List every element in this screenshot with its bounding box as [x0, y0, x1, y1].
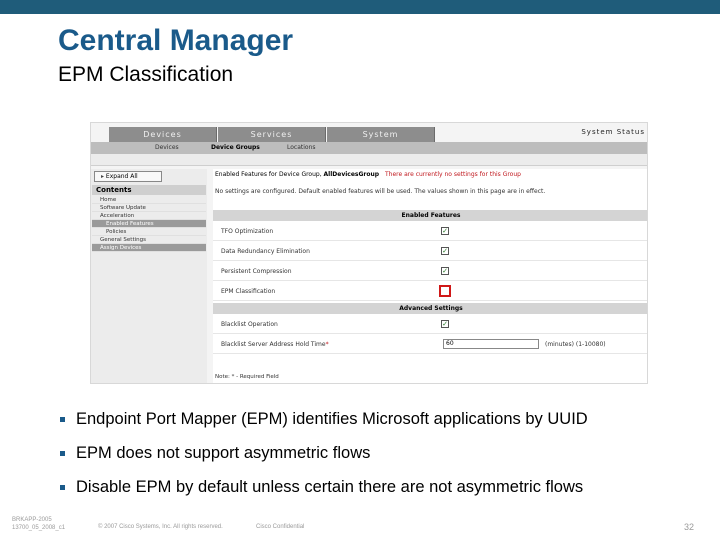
expand-all-label: Expand All	[105, 173, 138, 180]
header-bar	[0, 0, 720, 14]
tab-devices[interactable]: Devices	[109, 127, 217, 142]
epm-checkbox[interactable]	[439, 285, 451, 297]
slide-title: Central Manager	[58, 24, 294, 57]
bullet-marker	[60, 451, 65, 456]
feature-label-dre: Data Redundancy Elimination	[221, 248, 310, 255]
sidebar-item-assign-devices[interactable]: Assign Devices	[92, 244, 206, 252]
screenshot-panel	[90, 122, 648, 384]
bullet-marker	[60, 417, 65, 422]
copyright: © 2007 Cisco Systems, Inc. All rights reserved.	[98, 524, 223, 530]
feature-row-tfo	[213, 222, 648, 241]
subnav-device-groups[interactable]: Device Groups	[211, 144, 260, 151]
tfo-checkbox[interactable]: ✓	[442, 227, 448, 235]
main-content	[213, 169, 648, 384]
subnav-devices[interactable]: Devices	[155, 144, 179, 151]
session-id-line-1: BRKAPP-2005	[12, 517, 52, 523]
session-id-line-2: 13700_05_2008_c1	[12, 525, 66, 531]
bullet-item	[58, 444, 698, 478]
tab-system[interactable]: System	[327, 127, 435, 142]
hold-time-input[interactable]: 60	[443, 339, 539, 349]
bullet-marker	[60, 485, 65, 490]
bullet-text: EPM does not support asymmetric flows	[76, 444, 371, 462]
toolbar-strip	[91, 154, 648, 166]
compression-checkbox[interactable]: ✓	[442, 267, 448, 275]
blacklist-row	[213, 315, 648, 334]
hold-time-label	[221, 341, 329, 348]
bullet-item	[58, 478, 698, 512]
top-tabs	[91, 127, 648, 142]
defaults-note: No settings are configured. Default enabled features will be used. The values shown in this page are in effect.	[215, 188, 546, 195]
no-settings-warning: There are currently no settings for this Group	[385, 171, 521, 178]
expand-all-button[interactable]	[94, 171, 162, 182]
content-header	[215, 171, 379, 178]
content-header-prefix: Enabled Features for Device Group,	[215, 171, 324, 178]
page-number: 32	[684, 522, 695, 532]
bullet-text: Endpoint Port Mapper (EPM) identifies Microsoft applications by UUID	[76, 410, 588, 428]
bullet-text: Disable EPM by default unless certain there are not asymmetric flows	[76, 478, 584, 496]
sidebar-item-home[interactable]: Home	[92, 196, 206, 204]
feature-label-epm: EPM Classification	[221, 288, 276, 295]
sidebar-item-acceleration[interactable]: Acceleration	[92, 212, 206, 220]
feature-row-epm	[213, 282, 648, 301]
hold-time-unit: (minutes) (1-10080)	[545, 341, 606, 348]
sidebar-tree	[92, 196, 206, 252]
dre-checkbox[interactable]: ✓	[442, 247, 448, 255]
feature-row-dre	[213, 242, 648, 261]
hold-time-label-text: Blacklist Server Address Hold Time	[221, 341, 326, 348]
sidebar-item-software-update[interactable]: Software Update	[92, 204, 206, 212]
session-id	[12, 516, 65, 532]
sidebar-item-policies[interactable]: Policies	[92, 228, 206, 236]
advanced-settings-heading: Advanced Settings	[213, 303, 648, 314]
sidebar-item-enabled-features[interactable]: Enabled Features	[92, 220, 206, 228]
device-group-name: AllDevicesGroup	[323, 171, 380, 178]
sub-navigation	[91, 142, 648, 154]
subnav-locations[interactable]: Locations	[287, 144, 316, 151]
slide-subtitle: EPM Classification	[58, 63, 234, 86]
sidebar-item-general-settings[interactable]: General Settings	[92, 236, 206, 244]
blacklist-checkbox[interactable]: ✓	[442, 320, 448, 328]
blacklist-label: Blacklist Operation	[221, 321, 278, 328]
expand-icon: ▸	[101, 173, 106, 180]
feature-label-tfo: TFO Optimization	[221, 228, 274, 235]
required-marker: *	[325, 341, 329, 348]
hold-time-row	[213, 335, 648, 354]
tab-services[interactable]: Services	[218, 127, 326, 142]
enabled-features-heading: Enabled Features	[213, 210, 648, 221]
system-status-link[interactable]: System Status	[581, 128, 645, 136]
sidebar	[91, 169, 207, 384]
required-field-note: Note: * - Required Field	[215, 374, 279, 380]
feature-label-compression: Persistent Compression	[221, 268, 292, 275]
confidential-label: Cisco Confidential	[256, 524, 305, 530]
feature-row-compression	[213, 262, 648, 281]
bullet-list	[58, 410, 698, 512]
contents-heading: Contents	[92, 185, 206, 195]
bullet-item	[58, 410, 698, 444]
